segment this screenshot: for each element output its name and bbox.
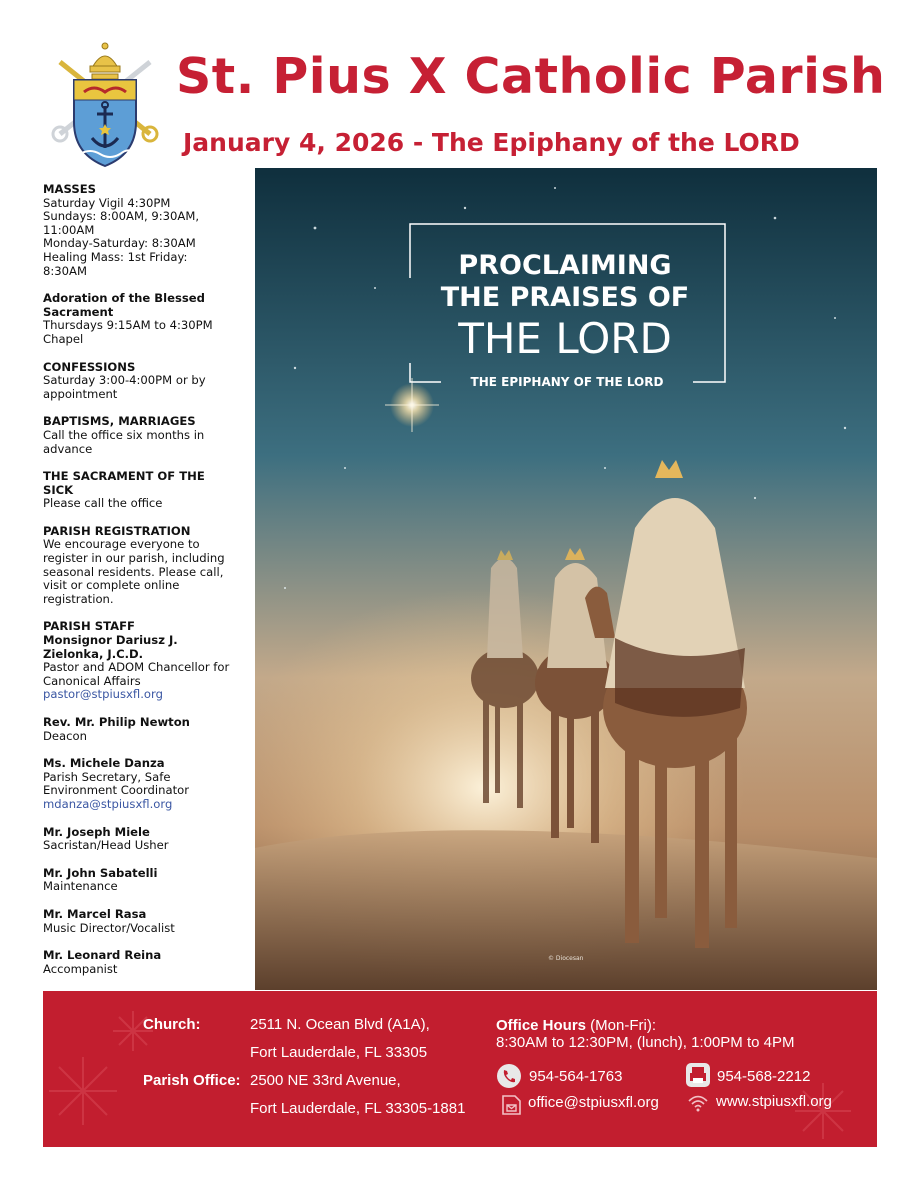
adoration-line: Thursdays 9:15AM to 4:30PM	[43, 318, 213, 333]
adoration-line: Chapel	[43, 331, 84, 346]
masses-heading: MASSES	[43, 183, 96, 196]
web-icon	[687, 1091, 709, 1113]
poster-title-line2: THE PRAISES OF	[440, 282, 690, 313]
staff-name: Monsignor Dariusz J.	[43, 633, 178, 648]
poster-title-line1: PROCLAIMING	[458, 250, 672, 281]
baptisms-section	[43, 415, 255, 456]
office-label: Parish Office:	[143, 1072, 241, 1089]
staff-music	[43, 908, 255, 935]
office-hours-label: Office Hours	[496, 1017, 587, 1034]
staff-role: Canonical Affairs	[43, 673, 141, 688]
epiphany-artwork	[255, 168, 877, 990]
registration-section	[43, 525, 255, 607]
staff-role: Sacristan/Head Usher	[43, 838, 169, 853]
sick-section	[43, 470, 255, 511]
masses-line: Monday-Saturday: 8:30AM	[43, 236, 196, 251]
registration-heading: PARISH REGISTRATION	[43, 523, 191, 538]
phone-icon	[496, 1063, 522, 1089]
masses-line: 11:00AM	[43, 222, 95, 237]
fax-number[interactable]: 954-568-2212	[717, 1068, 811, 1085]
parish-title: St. Pius X Catholic Parish	[176, 48, 886, 105]
sick-heading: SICK	[43, 482, 74, 497]
phone-number[interactable]: 954-564-1763	[529, 1068, 623, 1085]
church-address-line1: 2511 N. Ocean Blvd (A1A),	[250, 1016, 430, 1033]
staff-name: Zielonka, J.C.D.	[43, 646, 144, 661]
masses-line: Healing Mass: 1st Friday:	[43, 249, 188, 264]
confessions-line: Saturday 3:00-4:00PM or by	[43, 373, 206, 388]
staff-heading: PARISH STAFF	[43, 619, 135, 634]
staff-deacon	[43, 716, 255, 743]
parish-crest-icon	[50, 42, 160, 170]
sick-line: Please call the office	[43, 496, 163, 511]
confessions-line: appointment	[43, 386, 118, 401]
staff-role: Accompanist	[43, 961, 118, 976]
adoration-section	[43, 292, 255, 346]
masses-line: Sundays: 8:00AM, 9:30AM,	[43, 209, 200, 224]
baptisms-line: Call the office six months in	[43, 427, 205, 442]
bulletin-date-feast: January 4, 2026 - The Epiphany of the LORD	[183, 128, 800, 157]
masses-section	[43, 183, 255, 278]
website-link[interactable]: www.stpiusxfl.org	[716, 1093, 832, 1110]
fax-icon	[685, 1062, 711, 1088]
registration-line: register in our parish, including	[43, 551, 225, 566]
church-address-line2: Fort Lauderdale, FL 33305	[250, 1044, 428, 1061]
staff-accompanist	[43, 949, 255, 976]
staff-name: Mr. Leonard Reina	[43, 948, 162, 963]
staff-role: Deacon	[43, 728, 87, 743]
staff-secretary	[43, 757, 255, 811]
image-credit: © Diocesan	[548, 955, 584, 962]
adoration-heading: Sacrament	[43, 304, 114, 319]
staff-role: Parish Secretary, Safe	[43, 769, 171, 784]
staff-sacristan	[43, 826, 255, 853]
staff-name: Mr. John Sabatelli	[43, 865, 158, 880]
office-address-line1: 2500 NE 33rd Avenue,	[250, 1072, 401, 1089]
registration-line: We encourage everyone to	[43, 537, 200, 552]
email-icon	[501, 1092, 523, 1116]
poster-subtitle: THE EPIPHANY OF THE LORD	[470, 375, 664, 389]
office-hours-value: 8:30AM to 12:30PM, (lunch), 1:00PM to 4PM	[496, 1034, 795, 1051]
staff-role: Environment Coordinator	[43, 783, 189, 798]
sick-heading: THE SACRAMENT OF THE	[43, 469, 205, 484]
masses-line: 8:30AM	[43, 263, 87, 278]
staff-role: Music Director/Vocalist	[43, 920, 175, 935]
confessions-heading: CONFESSIONS	[43, 359, 136, 374]
epiphany-poster	[255, 168, 877, 990]
pastor-email-link[interactable]: pastor@stpiusxfl.org	[43, 687, 163, 702]
registration-line: seasonal residents. Please call,	[43, 564, 224, 579]
baptisms-line: advance	[43, 441, 93, 456]
staff-name: Mr. Marcel Rasa	[43, 906, 147, 921]
poster-title-line3: THE LORD	[458, 314, 672, 363]
staff-name: Mr. Joseph Miele	[43, 824, 150, 839]
registration-line: registration.	[43, 591, 114, 606]
staff-name: Rev. Mr. Philip Newton	[43, 715, 190, 729]
confessions-section	[43, 361, 255, 402]
registration-line: visit or complete online	[43, 578, 180, 593]
masses-line: Saturday Vigil 4:30PM	[43, 195, 171, 210]
staff-maintenance	[43, 867, 255, 894]
staff-name: Ms. Michele Danza	[43, 756, 165, 771]
office-hours-days: (Mon-Fri):	[586, 1017, 657, 1034]
contact-footer	[43, 991, 877, 1147]
office-address-line2: Fort Lauderdale, FL 33305-1881	[250, 1100, 466, 1117]
baptisms-heading: BAPTISMS, MARRIAGES	[43, 414, 196, 429]
office-email[interactable]: office@stpiusxfl.org	[528, 1094, 659, 1111]
church-label: Church:	[143, 1016, 201, 1033]
staff-role: Pastor and ADOM Chancellor for	[43, 660, 230, 675]
staff-pastor	[43, 620, 255, 702]
staff-role: Maintenance	[43, 879, 118, 894]
adoration-heading: Adoration of the Blessed	[43, 291, 205, 306]
sidebar-info	[43, 183, 255, 989]
secretary-email-link[interactable]: mdanza@stpiusxfl.org	[43, 796, 173, 811]
office-hours-heading	[496, 1017, 656, 1034]
